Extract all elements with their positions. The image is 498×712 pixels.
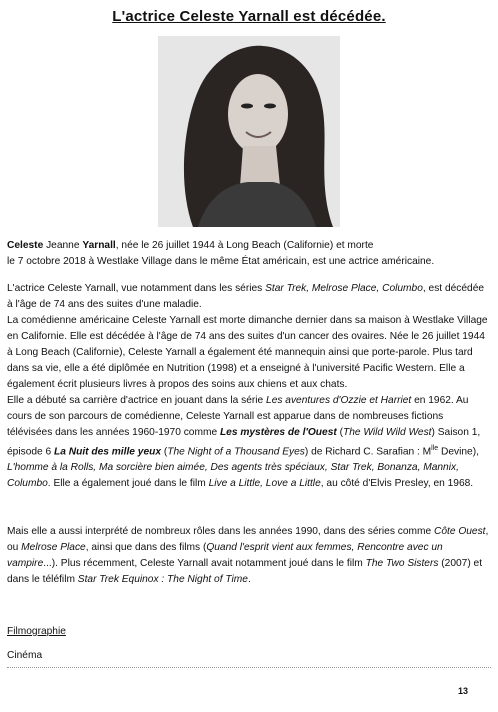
- bio-p1-text-b: , est décédée à l'âge de 74 ans des suites d'une maladie.: [7, 283, 485, 310]
- bio2-text-b: , ou: [7, 526, 489, 553]
- bio-p3-text-d: ) Saison 1, épisode 6: [7, 427, 481, 458]
- bio-p3-ozzie: Les aventures d'Ozzie et Harriet: [266, 395, 412, 406]
- bio-p3-superscript: lle: [431, 445, 439, 452]
- bio2-text-d: ...). Plus récemment, Celeste Yarnall avait notamment joué dans le film: [43, 558, 366, 569]
- bio2-equinox: Star Trek Equinox : The Night of Time: [77, 574, 248, 585]
- page-title: L'actrice Celeste Yarnall est décédée.: [112, 8, 386, 25]
- bio-p3-text-f: ) de Richard C. Sarafian : M: [304, 446, 432, 458]
- bio-p3-text-i: , au côté d'Elvis Presley, en 1968.: [320, 478, 474, 490]
- bio2-text-e: (2007) et dans le téléfilm: [7, 558, 483, 585]
- intro-paragraph: [7, 238, 489, 270]
- intro-line2: le 7 octobre 2018 à Westlake Village dans le même État américain, est une actrice américaine.: [7, 256, 435, 267]
- intro-last-name: Yarnall: [82, 240, 116, 251]
- intro-first-name: Celeste: [7, 240, 44, 251]
- bio-paragraph-3: [7, 393, 489, 492]
- bio2-text-c: , ainsi que dans des films (: [85, 542, 207, 553]
- bio-p3-film: Live a Little, Love a Little: [208, 478, 321, 490]
- cinema-divider: [7, 667, 491, 668]
- intro-rest: , née le 26 juillet 1944 à Long Beach (Californie) et morte: [115, 240, 374, 251]
- portrait-photo: [158, 36, 340, 227]
- intro-middle-name: Jeanne: [43, 240, 83, 251]
- cinema-heading: Cinéma: [7, 650, 43, 661]
- bio-section: [7, 281, 489, 492]
- bio-p3-text-h: . Elle a également joué dans le film: [47, 478, 209, 490]
- bio-p3-wild-west-fr: Les mystères de l'Ouest: [219, 427, 337, 438]
- page-number: 13: [457, 686, 468, 696]
- bio2-films: Quand l'esprit vient aux femmes, Rencontre avec un vampire: [7, 542, 443, 569]
- bio-p3-wild-west-en: The Wild Wild West: [343, 427, 432, 438]
- bio2-text-f: .: [247, 574, 251, 585]
- bio-p3-text-a: Elle a débuté sa carrière d'actrice en jouant dans la série: [7, 395, 267, 406]
- bio-paragraph-4: [7, 524, 489, 588]
- bio-p1-text-a: L'actrice Celeste Yarnall, vue notamment dans les séries: [7, 283, 266, 294]
- bio2-text-a: Mais elle a aussi interprété de nombreux rôles dans les années 1990, dans des séries comme: [7, 526, 434, 537]
- bio-p1-series: Star Trek, Melrose Place, Columbo: [265, 283, 423, 294]
- bio-p3-nuit-fr: La Nuit des mille yeux: [54, 446, 162, 458]
- bio-p3-text-c: (: [336, 427, 343, 438]
- bio-p3-text-e: (: [161, 446, 168, 458]
- bio-p3-text-b: en 1962. Au cours de son parcours de comédienne, Celeste Yarnall est apparue dans de nombreuses fictions télévisées dans les années 1960-1970 comme: [7, 395, 469, 438]
- bio-p3-nuit-en: The Night of a Thousand Eyes: [167, 446, 305, 458]
- bio2-melrose: Melrose Place: [21, 542, 86, 553]
- bio-paragraph-1: [7, 281, 489, 313]
- bio-p3-series-list: L'homme à la Rolls, Ma sorcière bien aimée, Des agents très spéciaux, Star Trek, Bonanza, Mannix, Columbo: [7, 462, 459, 490]
- bio-paragraph-2: La comédienne américaine Celeste Yarnall est morte dimanche dernier dans sa maison à Westlake Village en Californie. Elle est décédée à l'âge de 74 ans des suites d'un cancer des ovaires. Née le 26 juillet 1944 à Long Beach (Californie), Celeste Yarnall a également été mannequin ainsi que porte-parole. Plus tard dans sa vie, elle a été diplômée en Nutrition (1998) et a enseigné à l'université Pacific Western. Elle a également écrit plusieurs livres à propos des soins aux chiens et aux chats.: [7, 315, 488, 390]
- bio2-cote-ouest: Côte Ouest: [433, 526, 486, 537]
- filmography-heading: Filmographie: [7, 626, 66, 637]
- bio-p3-text-g: Devine),: [438, 446, 479, 458]
- bio2-two-sisters: The Two Sisters: [365, 558, 439, 569]
